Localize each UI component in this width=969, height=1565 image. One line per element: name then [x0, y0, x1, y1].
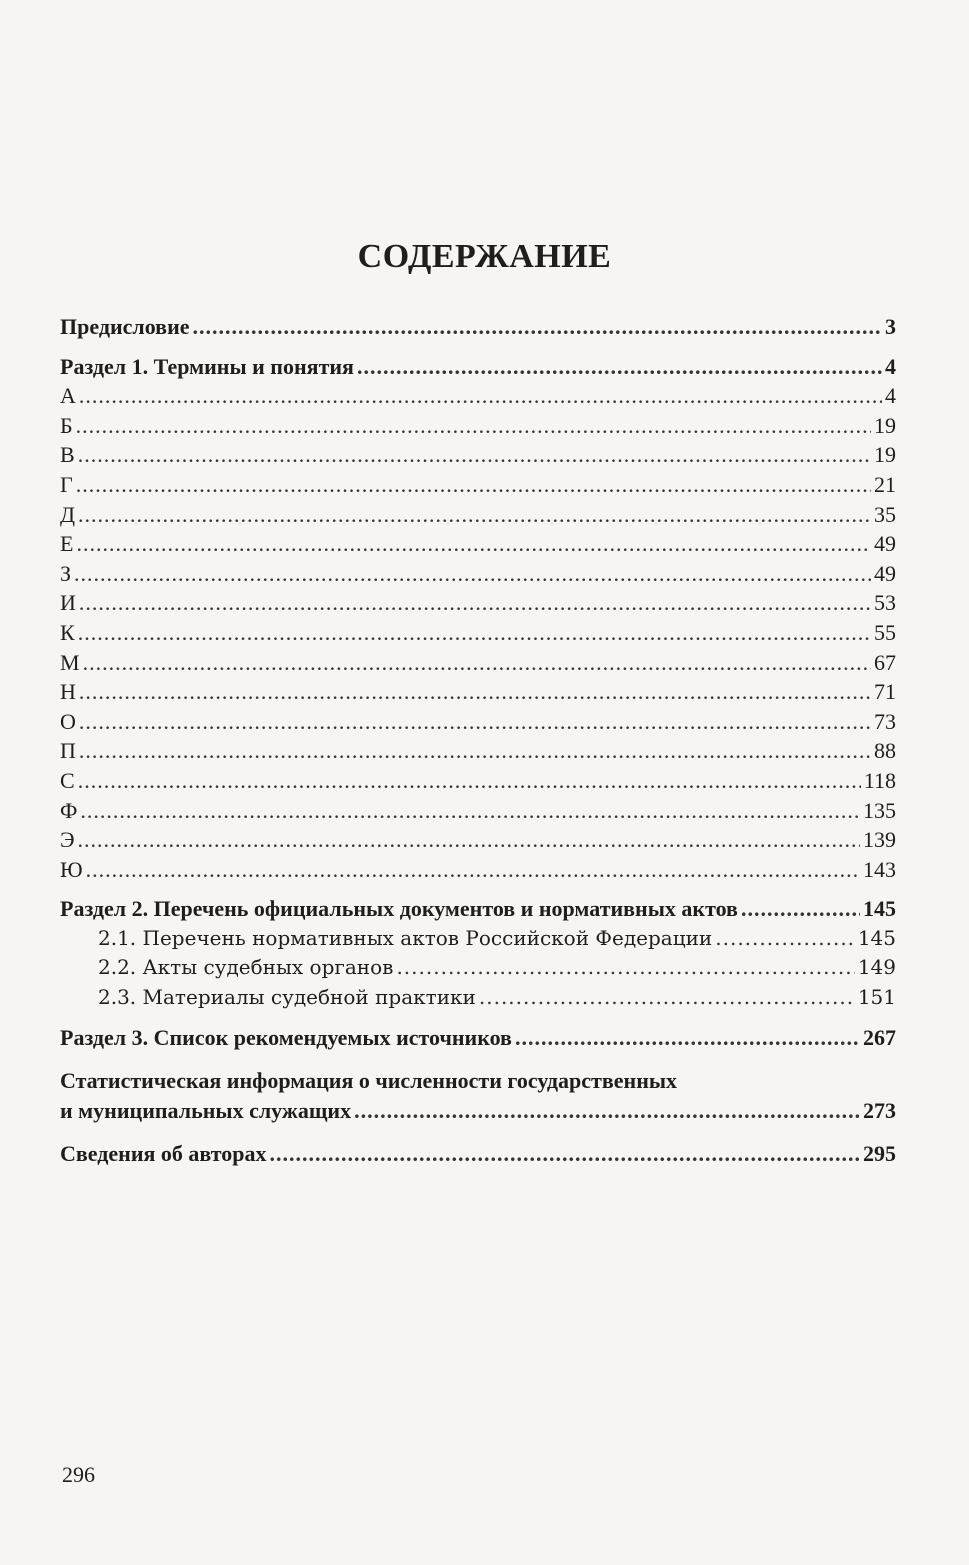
leader-dots: [79, 381, 882, 411]
leader-dots: [741, 894, 860, 924]
leader-dots: [78, 440, 871, 470]
toc-entry-letter[interactable]: [60, 855, 896, 885]
leader-dots: [79, 588, 871, 618]
toc-entry-section-1[interactable]: [60, 352, 896, 382]
toc-entry-letter[interactable]: [60, 381, 896, 411]
leader-dots: [79, 677, 871, 707]
toc-entry-label: Раздел 1. Термины и понятия: [60, 353, 354, 379]
table-of-contents: [60, 312, 896, 1169]
toc-entry-label: М: [60, 649, 80, 675]
toc-entry-letter[interactable]: [60, 766, 896, 796]
toc-entry-label: Е: [60, 531, 74, 557]
toc-entry-label: В: [60, 442, 75, 468]
toc-entry-page: 19: [874, 412, 896, 438]
leader-dots: [354, 1096, 860, 1126]
page-number: 296: [62, 1462, 95, 1487]
leader-dots: [269, 1139, 860, 1169]
toc-entry-page: 295: [863, 1141, 896, 1167]
leader-dots: [76, 529, 871, 559]
toc-entry-letter[interactable]: [60, 470, 896, 500]
toc-entry-letter[interactable]: [60, 411, 896, 441]
toc-entry-label: 2.3. Материалы судебной практики: [98, 985, 476, 1010]
page-title: СОДЕРЖАНИЕ: [357, 238, 612, 275]
toc-entry-subsection[interactable]: [60, 924, 896, 954]
leader-dots: [74, 559, 871, 589]
toc-entry-page: 49: [874, 560, 896, 586]
toc-entry-label: Предисловие: [60, 314, 190, 339]
toc-entry-page: 88: [874, 738, 896, 764]
toc-entry-label: П: [60, 738, 76, 764]
toc-entry-label: К: [60, 619, 75, 645]
toc-entry-page: 55: [874, 619, 896, 645]
leader-dots: [396, 953, 854, 983]
toc-entry-page: 145: [857, 925, 896, 950]
toc-entry-page: 21: [874, 471, 896, 497]
toc-entry-letter[interactable]: [60, 825, 896, 855]
toc-entry-page: 118: [863, 767, 896, 793]
leader-dots: [479, 983, 855, 1013]
toc-entry-page: 71: [874, 679, 896, 705]
toc-entry-label: С: [60, 767, 75, 793]
toc-entry-letter[interactable]: [60, 736, 896, 766]
leader-dots: [78, 766, 861, 796]
toc-entry-page: 273: [863, 1097, 896, 1123]
toc-entry-letter[interactable]: [60, 677, 896, 707]
toc-entry-label: Раздел 2. Перечень официальных документов и нормативных актов: [60, 896, 738, 922]
toc-entry-label: 2.2. Акты судебных органов: [98, 955, 394, 980]
toc-entry-section-2[interactable]: [60, 894, 896, 924]
leader-dots: [515, 1023, 860, 1053]
toc-entry-page: 67: [874, 649, 896, 675]
toc-entry-letter[interactable]: [60, 529, 896, 559]
toc-entry-page: 4: [885, 383, 896, 409]
toc-entry-label-line-2: и муниципальных служащих: [60, 1097, 352, 1123]
toc-entry-subsection[interactable]: [60, 983, 896, 1013]
toc-entry-letter[interactable]: [60, 559, 896, 589]
toc-entry-page: 3: [885, 314, 896, 339]
toc-entry-page: 135: [863, 797, 896, 823]
leader-dots: [80, 796, 860, 826]
toc-entry-label: З: [60, 560, 72, 586]
leader-dots: [79, 707, 871, 737]
toc-entry-label: О: [60, 708, 76, 734]
toc-entry-letter[interactable]: [60, 796, 896, 826]
toc-entry-label: Н: [60, 679, 76, 705]
toc-entry-label: 2.1. Перечень нормативных актов Российской Федерации: [98, 925, 713, 950]
toc-entry-preface[interactable]: [60, 312, 896, 342]
toc-entry-page: 35: [874, 501, 896, 527]
toc-entry-page: 143: [863, 856, 896, 882]
toc-entry-letter[interactable]: [60, 707, 896, 737]
toc-entry-page: 139: [863, 827, 896, 853]
toc-entry-letter[interactable]: [60, 618, 896, 648]
toc-entry-authors[interactable]: [60, 1139, 896, 1169]
leader-dots: [357, 352, 882, 382]
toc-entry-label: Э: [60, 827, 75, 853]
letter-index-list: [60, 381, 896, 884]
toc-entry-page: 53: [874, 590, 896, 616]
toc-entry-section-3[interactable]: [60, 1023, 896, 1053]
toc-entry-letter[interactable]: [60, 440, 896, 470]
leader-dots: [78, 500, 871, 530]
toc-entry-statistics[interactable]: [60, 1066, 896, 1125]
toc-entry-letter[interactable]: [60, 648, 896, 678]
section-2-subitems: [60, 924, 896, 1013]
toc-entry-label: И: [60, 590, 76, 616]
toc-entry-label: Ю: [60, 856, 83, 882]
leader-dots: [79, 736, 871, 766]
toc-entry-label: Б: [60, 412, 73, 438]
toc-entry-page: 151: [857, 985, 896, 1010]
leader-dots: [715, 924, 855, 954]
toc-entry-page: 149: [857, 955, 896, 980]
leader-dots: [193, 312, 882, 342]
leader-dots: [83, 648, 871, 678]
toc-entry-label: Д: [60, 501, 76, 527]
toc-entry-label: Сведения об авторах: [60, 1141, 267, 1167]
toc-entry-page: 4: [885, 353, 896, 379]
toc-entry-letter[interactable]: [60, 500, 896, 530]
toc-entry-label: Г: [60, 471, 73, 497]
leader-dots: [86, 855, 860, 885]
leader-dots: [76, 411, 871, 441]
leader-dots: [78, 825, 860, 855]
leader-dots: [78, 618, 871, 648]
toc-entry-page: 19: [874, 442, 896, 468]
toc-entry-label-line-1: Статистическая информация о численности государственных: [60, 1068, 678, 1094]
toc-entry-page: 267: [863, 1024, 896, 1050]
toc-entry-page: 73: [874, 708, 896, 734]
toc-entry-subsection[interactable]: [60, 953, 896, 983]
toc-entry-page: 145: [863, 896, 896, 922]
toc-entry-label: Ф: [60, 797, 78, 823]
toc-entry-label: А: [60, 383, 76, 409]
toc-entry-page: 49: [874, 531, 896, 557]
leader-dots: [76, 470, 871, 500]
toc-entry-label: Раздел 3. Список рекомендуемых источников: [60, 1024, 512, 1050]
toc-entry-letter[interactable]: [60, 588, 896, 618]
